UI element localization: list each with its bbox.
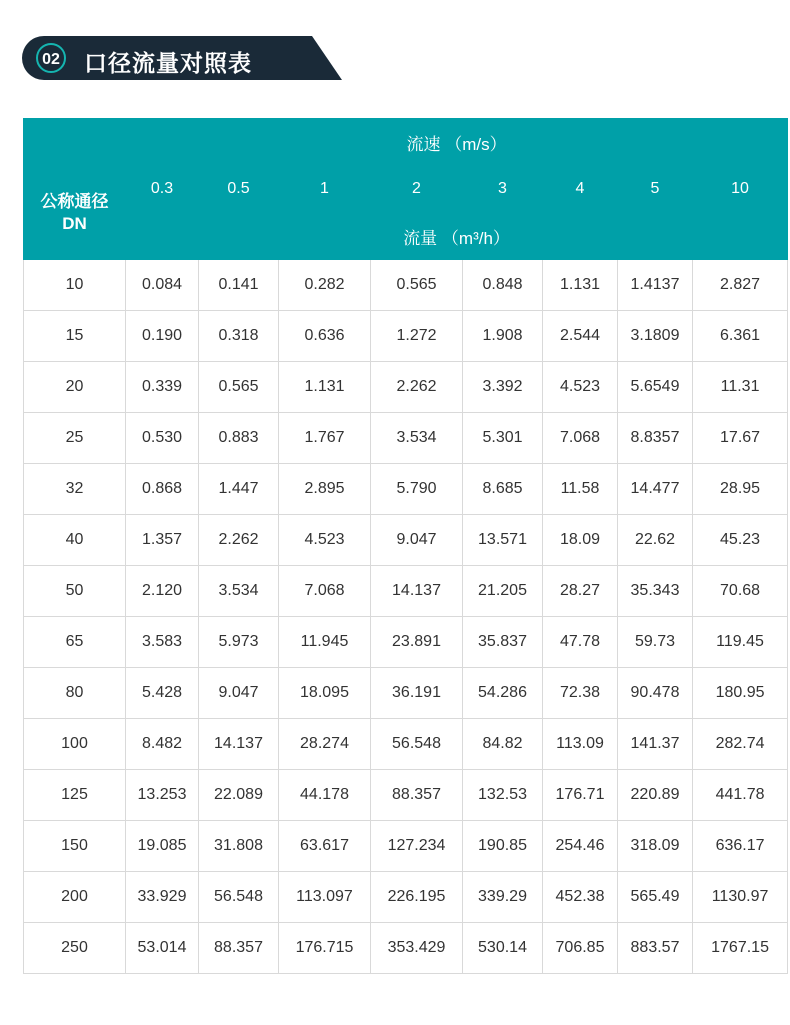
cell-value: 28.95 [693,464,788,515]
cell-value: 0.530 [126,413,199,464]
cell-value: 636.17 [693,821,788,872]
cell-value: 220.89 [618,770,693,821]
table-row [24,668,788,719]
cell-value: 28.27 [543,566,618,617]
cell-value: 1.4137 [618,260,693,311]
cell-value: 17.67 [693,413,788,464]
section-number: 02 [36,43,66,73]
cell-value: 176.715 [279,923,371,974]
header-dn-line1: 公称通径 [40,192,109,212]
cell-value: 33.929 [126,872,199,923]
header-speed-1: 0.5 [199,166,279,213]
cell-value: 35.837 [463,617,543,668]
table-row [24,617,788,668]
cell-value: 282.74 [693,719,788,770]
cell-value: 2.895 [279,464,371,515]
cell-value: 13.253 [126,770,199,821]
header-flow: 流量 （m³/h） [126,213,788,260]
cell-value: 4.523 [543,362,618,413]
table-header-row-flow [24,213,788,260]
cell-value: 226.195 [371,872,463,923]
cell-value: 452.38 [543,872,618,923]
cell-value: 190.85 [463,821,543,872]
cell-value: 0.339 [126,362,199,413]
cell-value: 18.095 [279,668,371,719]
cell-value: 127.234 [371,821,463,872]
cell-value: 0.565 [199,362,279,413]
header-corner-blank [24,119,126,166]
cell-value: 19.085 [126,821,199,872]
cell-value: 28.274 [279,719,371,770]
cell-value: 254.46 [543,821,618,872]
cell-value: 3.534 [371,413,463,464]
cell-value: 53.014 [126,923,199,974]
cell-value: 1.272 [371,311,463,362]
cell-value: 1.131 [543,260,618,311]
cell-value: 9.047 [199,668,279,719]
cell-value: 2.262 [199,515,279,566]
cell-value: 11.31 [693,362,788,413]
header-speed-6: 5 [618,166,693,213]
flow-comparison-table [23,118,788,974]
cell-value: 88.357 [371,770,463,821]
cell-value: 35.343 [618,566,693,617]
cell-value: 14.137 [199,719,279,770]
cell-value: 22.62 [618,515,693,566]
cell-value: 7.068 [279,566,371,617]
cell-value: 176.71 [543,770,618,821]
cell-dn: 200 [24,872,126,923]
page-title: 口径流量对照表 [84,50,252,76]
cell-value: 90.478 [618,668,693,719]
cell-value: 1767.15 [693,923,788,974]
cell-value: 5.973 [199,617,279,668]
cell-dn: 150 [24,821,126,872]
cell-dn: 250 [24,923,126,974]
table-row [24,413,788,464]
cell-value: 45.23 [693,515,788,566]
cell-dn: 100 [24,719,126,770]
table-header-row-values [24,166,788,213]
flow-table-container [23,118,767,974]
cell-value: 1.908 [463,311,543,362]
cell-value: 706.85 [543,923,618,974]
cell-value: 0.848 [463,260,543,311]
cell-value: 11.945 [279,617,371,668]
header-speed-4: 3 [463,166,543,213]
cell-value: 0.883 [199,413,279,464]
cell-value: 353.429 [371,923,463,974]
cell-value: 2.262 [371,362,463,413]
cell-value: 22.089 [199,770,279,821]
cell-value: 1.767 [279,413,371,464]
cell-value: 0.141 [199,260,279,311]
table-row [24,719,788,770]
cell-value: 56.548 [199,872,279,923]
cell-dn: 10 [24,260,126,311]
cell-value: 88.357 [199,923,279,974]
cell-value: 1.447 [199,464,279,515]
cell-value: 72.38 [543,668,618,719]
table-row [24,770,788,821]
cell-value: 44.178 [279,770,371,821]
cell-value: 3.1809 [618,311,693,362]
cell-value: 113.09 [543,719,618,770]
cell-value: 11.58 [543,464,618,515]
cell-value: 0.084 [126,260,199,311]
cell-value: 0.282 [279,260,371,311]
cell-value: 2.120 [126,566,199,617]
cell-dn: 80 [24,668,126,719]
cell-value: 113.097 [279,872,371,923]
cell-value: 59.73 [618,617,693,668]
header-speed-5: 4 [543,166,618,213]
cell-value: 180.95 [693,668,788,719]
cell-dn: 65 [24,617,126,668]
cell-dn: 50 [24,566,126,617]
cell-value: 31.808 [199,821,279,872]
cell-value: 119.45 [693,617,788,668]
cell-value: 54.286 [463,668,543,719]
cell-value: 3.583 [126,617,199,668]
cell-value: 5.6549 [618,362,693,413]
cell-value: 1130.97 [693,872,788,923]
cell-value: 3.392 [463,362,543,413]
cell-value: 2.827 [693,260,788,311]
header-nominal-diameter [24,166,126,260]
cell-value: 70.68 [693,566,788,617]
cell-dn: 32 [24,464,126,515]
cell-dn: 125 [24,770,126,821]
header-speed-2: 1 [279,166,371,213]
table-body [24,260,788,974]
table-row [24,464,788,515]
table-row [24,821,788,872]
cell-dn: 40 [24,515,126,566]
header-dn-line2: DN [62,213,87,233]
header-velocity: 流速 （m/s） [126,119,788,166]
section-header [22,36,352,80]
cell-value: 0.868 [126,464,199,515]
table-row [24,566,788,617]
cell-value: 84.82 [463,719,543,770]
table-header-row-speed [24,119,788,166]
cell-value: 141.37 [618,719,693,770]
cell-value: 530.14 [463,923,543,974]
cell-value: 8.685 [463,464,543,515]
header-speed-3: 2 [371,166,463,213]
cell-value: 2.544 [543,311,618,362]
cell-value: 9.047 [371,515,463,566]
cell-value: 0.318 [199,311,279,362]
cell-value: 339.29 [463,872,543,923]
cell-value: 441.78 [693,770,788,821]
table-row [24,362,788,413]
cell-value: 132.53 [463,770,543,821]
cell-value: 6.361 [693,311,788,362]
cell-value: 47.78 [543,617,618,668]
cell-value: 0.565 [371,260,463,311]
cell-value: 5.301 [463,413,543,464]
cell-value: 56.548 [371,719,463,770]
table-row [24,923,788,974]
cell-value: 3.534 [199,566,279,617]
cell-dn: 25 [24,413,126,464]
cell-value: 5.790 [371,464,463,515]
cell-value: 318.09 [618,821,693,872]
cell-value: 63.617 [279,821,371,872]
cell-value: 1.131 [279,362,371,413]
header-speed-0: 0.3 [126,166,199,213]
cell-value: 8.8357 [618,413,693,464]
cell-value: 0.636 [279,311,371,362]
cell-value: 21.205 [463,566,543,617]
cell-value: 0.190 [126,311,199,362]
cell-value: 13.571 [463,515,543,566]
cell-value: 4.523 [279,515,371,566]
cell-value: 8.482 [126,719,199,770]
cell-value: 14.477 [618,464,693,515]
cell-dn: 20 [24,362,126,413]
table-row [24,311,788,362]
cell-value: 18.09 [543,515,618,566]
table-row [24,260,788,311]
cell-dn: 15 [24,311,126,362]
table-row [24,872,788,923]
cell-value: 5.428 [126,668,199,719]
cell-value: 883.57 [618,923,693,974]
cell-value: 23.891 [371,617,463,668]
header-speed-7: 10 [693,166,788,213]
cell-value: 565.49 [618,872,693,923]
cell-value: 7.068 [543,413,618,464]
table-row [24,515,788,566]
table-head [24,119,788,260]
cell-value: 1.357 [126,515,199,566]
cell-value: 36.191 [371,668,463,719]
cell-value: 14.137 [371,566,463,617]
